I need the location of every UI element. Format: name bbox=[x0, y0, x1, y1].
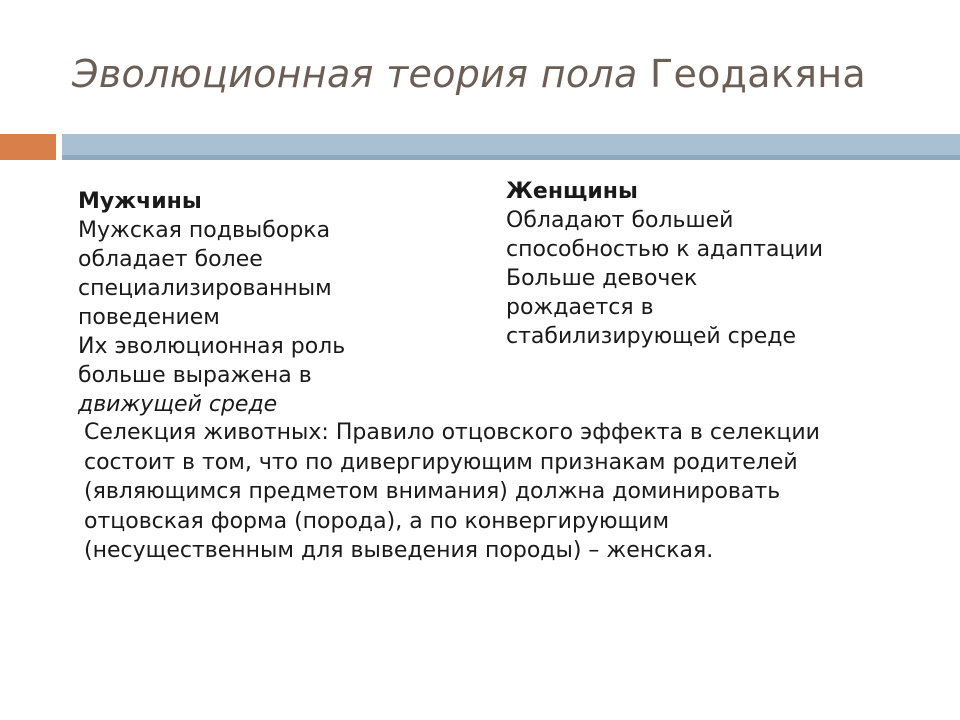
accent-bar-orange bbox=[0, 134, 56, 160]
women-line: рождается в bbox=[506, 295, 654, 320]
men-column bbox=[78, 187, 408, 419]
selection-line: отцовская форма (порода), а по конвергирующим bbox=[84, 508, 670, 534]
selection-line: (являющимся предметом внимания) должна доминировать bbox=[84, 479, 781, 504]
women-line: стабилизирующей среде bbox=[506, 324, 797, 349]
selection-line: состоит в том, что по дивергирующим признакам родителей bbox=[84, 449, 798, 475]
men-line: обладает более bbox=[78, 247, 263, 272]
slide-title bbox=[72, 52, 932, 96]
selection-line: (несущественным для выведения породы) – женская. bbox=[84, 538, 714, 563]
selection-line: Селекция животных: Правило отцовского эффекта в селекции bbox=[84, 420, 820, 445]
men-line: поведением bbox=[78, 305, 220, 330]
men-line: специализированным bbox=[78, 276, 332, 301]
title-italic-part: Эволюционная теория пола bbox=[72, 52, 638, 96]
men-italic-line: движущей среде bbox=[78, 392, 278, 417]
men-line: Их эволюционная роль bbox=[78, 334, 346, 359]
selection-paragraph bbox=[84, 418, 904, 566]
men-heading: Мужчины bbox=[78, 189, 202, 214]
men-line: Мужская подвыборка bbox=[78, 218, 331, 243]
women-heading: Женщины bbox=[506, 179, 638, 204]
women-line: Больше девочек bbox=[506, 266, 698, 291]
women-column bbox=[506, 177, 886, 351]
women-line: Обладают большей bbox=[506, 208, 734, 233]
title-normal-part: Геодакяна bbox=[649, 52, 866, 96]
women-line: способностью к адаптации bbox=[506, 237, 824, 262]
men-line: больше выражена в bbox=[78, 363, 312, 388]
accent-bar-blue-underline bbox=[62, 155, 960, 160]
